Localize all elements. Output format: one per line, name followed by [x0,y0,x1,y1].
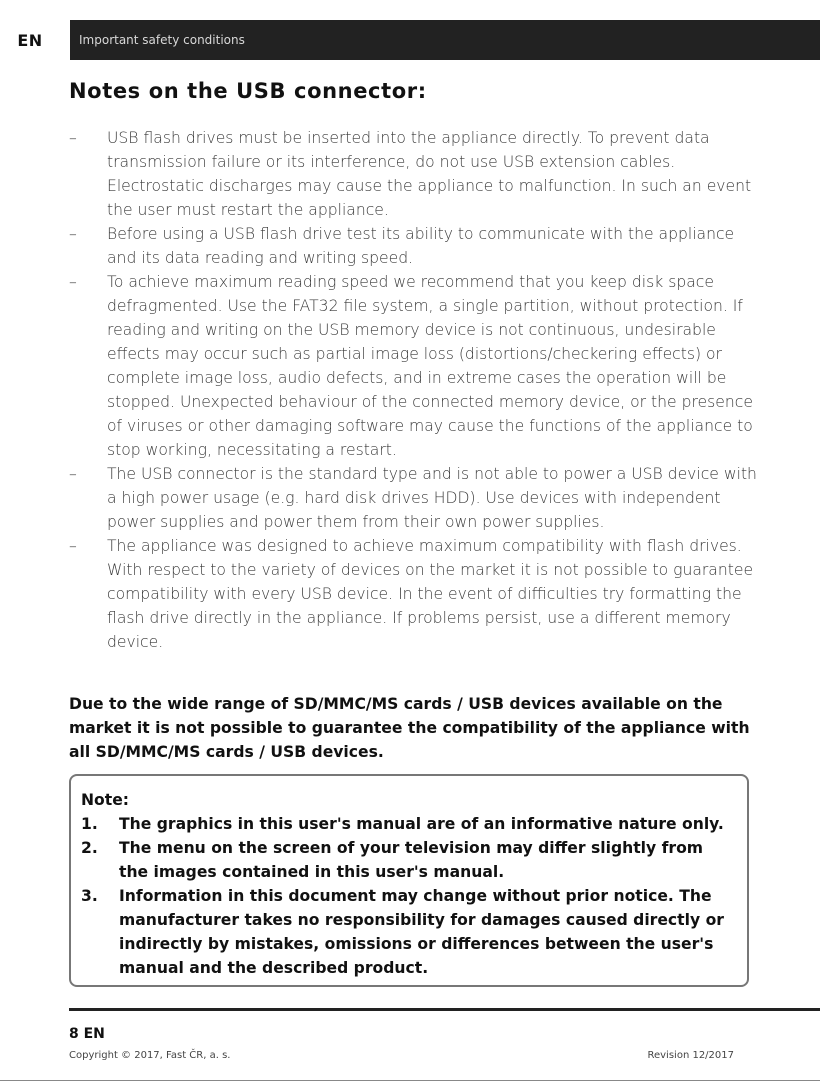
list-item: – To achieve maximum reading speed we recommend that you keep disk space defragmented. Use the FAT32 file system, a single partition, without protection. If reading and writing on the USB memory device is not continuous, undesirable effects may occur such as partial image loss (distortions/checkering effects) or complete image loss, audio defects, and in extreme cases the operation will be stopped. Unexpected behaviour of the connected memory device, or the presence of viruses or other damaging software may cause the functions of the appliance to stop working, necessitating a restart. [69,270,759,462]
note-list [81,812,737,980]
note-text: The menu on the screen of your television may differ slightly from the images contained in this user's manual. [119,839,704,881]
note-box [69,774,749,987]
note-number: 3. [81,887,98,905]
note-number: 1. [81,815,98,833]
note-title: Note: [81,791,130,809]
copyright-text: Copyright © 2017, Fast ČR, a. s. [69,1050,231,1061]
note-item [81,836,737,884]
note-text: Information in this document may change without prior notice. The manufacturer takes no responsibility for damages caused directly or indirectly by mistakes, omissions or differences between the user's manual and the described product. [119,887,724,977]
list-item: – The appliance was designed to achieve maximum compatibility with flash drives. With respect to the variety of devices on the market it is not possible to guarantee compatibility with every USB device. In the event of difficulties try formatting the flash drive directly in the appliance. If problems persist, use a different memory device. [69,534,759,654]
revision-text: Revision 12/2017 [647,1050,734,1061]
note-text: The graphics in this user's manual are of an informative nature only. [119,815,724,833]
note-number: 2. [81,839,98,857]
section-title: Notes on the USB connector: [69,79,427,103]
compatibility-disclaimer: Due to the wide range of SD/MMC/MS cards / USB devices available on the market it is not possible to guarantee the compatibility of the appliance with all SD/MMC/MS cards / USB devices. [69,695,750,761]
list-item: – The USB connector is the standard type and is not able to power a USB device with a high power usage (e.g. hard disk drives HDD). Use devices with independent power supplies and power them from their own power supplies. [69,462,759,534]
language-label: EN [0,20,60,60]
note-item [81,812,737,836]
header-bar [70,20,820,60]
footer-divider [69,1008,820,1011]
list-item: – Before using a USB flash drive test its ability to communicate with the appliance and its data reading and writing speed. [69,222,759,270]
page-number: 8 EN [69,1026,105,1042]
page-bottom-divider [0,1080,820,1081]
header-title: Important safety conditions [79,33,245,47]
usb-notes-list [69,126,759,654]
list-item: – USB flash drives must be inserted into the appliance directly. To prevent data transmission failure or its interference, do not use USB extension cables. Electrostatic discharges may cause the appliance to malfunction. In such an event the user must restart the appliance. [69,126,759,222]
note-item [81,884,737,980]
